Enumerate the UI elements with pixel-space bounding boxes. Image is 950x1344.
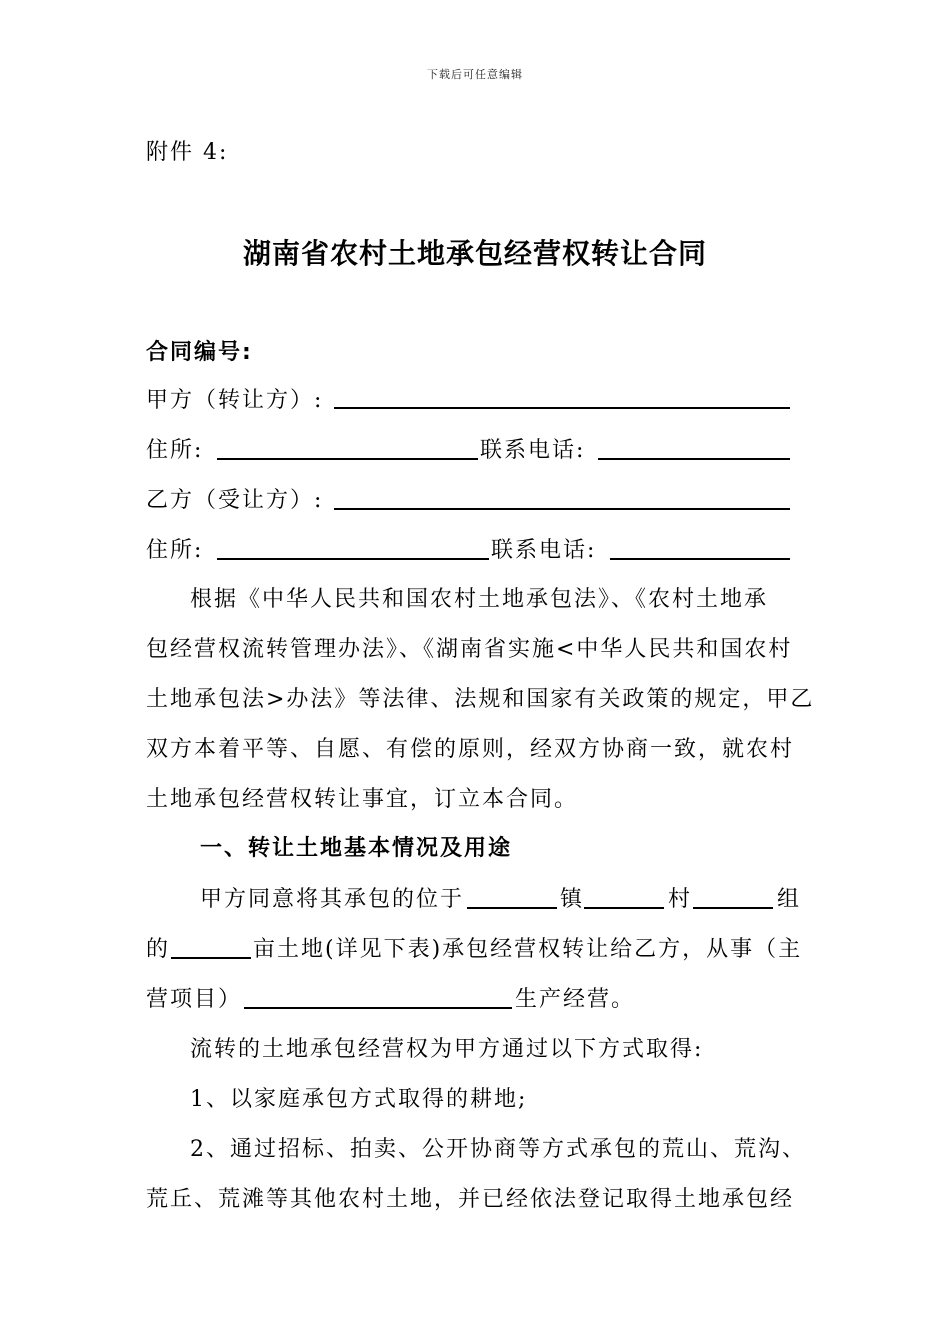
party-b-phone-blank[interactable] [610,558,790,560]
village-label: 村 [668,887,693,912]
party-b-address-blank[interactable] [217,558,489,560]
acquisition-item-1: 1、以家庭承包方式取得的耕地; [190,1087,528,1112]
village-blank[interactable] [584,907,664,909]
preamble-line: 土地承包法>办法》等法律、法规和国家有关政策的规定，甲乙 [146,687,815,712]
main-project-label: 营项目） [146,987,243,1012]
section-1-line3-suffix: 生产经营。 [515,987,636,1012]
party-a-address-label: 住所: [146,438,204,463]
contract-number-label: 合同编号: [146,340,253,365]
group-blank[interactable] [693,907,773,909]
page-header-note: 下载后可任意编辑 [427,68,523,81]
preamble-line: 包经营权流转管理办法》、《湖南省实施<中华人民共和国农村 [146,637,793,662]
acquisition-item-2-line1: 2、通过招标、拍卖、公开协商等方式承包的荒山、荒沟、 [190,1137,806,1162]
acquisition-intro: 流转的土地承包经营权为甲方通过以下方式取得: [190,1037,704,1062]
preamble-line: 双方本着平等、自愿、有偿的原则，经双方协商一致，就农村 [146,737,795,762]
group-label: 组 [777,887,802,912]
party-b-name-blank[interactable] [334,508,790,510]
party-a-phone-blank[interactable] [598,458,790,460]
party-a-address-blank[interactable] [217,458,478,460]
party-a-name-blank[interactable] [334,407,790,409]
area-blank[interactable] [171,957,251,959]
section-1-line2-prefix: 的 [146,937,171,962]
town-blank[interactable] [467,907,557,909]
preamble-line: 土地承包经营权转让事宜，订立本合同。 [146,787,579,812]
party-b-address-label: 住所: [146,538,204,563]
party-b-label: 乙方（受让方）: [146,488,324,513]
town-label: 镇 [560,887,585,912]
section-1-line1-text: 甲方同意将其承包的位于 [200,887,465,912]
section-1-heading: 一、转让土地基本情况及用途 [200,836,513,861]
party-a-label: 甲方（转让方）: [146,388,324,413]
preamble-line: 根据《中华人民共和国农村土地承包法》、《农村土地承 [190,587,769,612]
main-project-blank[interactable] [244,1007,512,1009]
section-1-line2-text: 亩土地(详见下表)承包经营权转让给乙方，从事（主 [253,937,803,962]
party-a-phone-label: 联系电话: [480,438,586,463]
attachment-label: 附件 4: [146,140,229,165]
acquisition-item-2-line2: 荒丘、荒滩等其他农村土地，并已经依法登记取得土地承包经 [146,1187,795,1212]
party-b-phone-label: 联系电话: [491,538,597,563]
document-title: 湖南省农村土地承包经营权转让合同 [242,237,707,270]
